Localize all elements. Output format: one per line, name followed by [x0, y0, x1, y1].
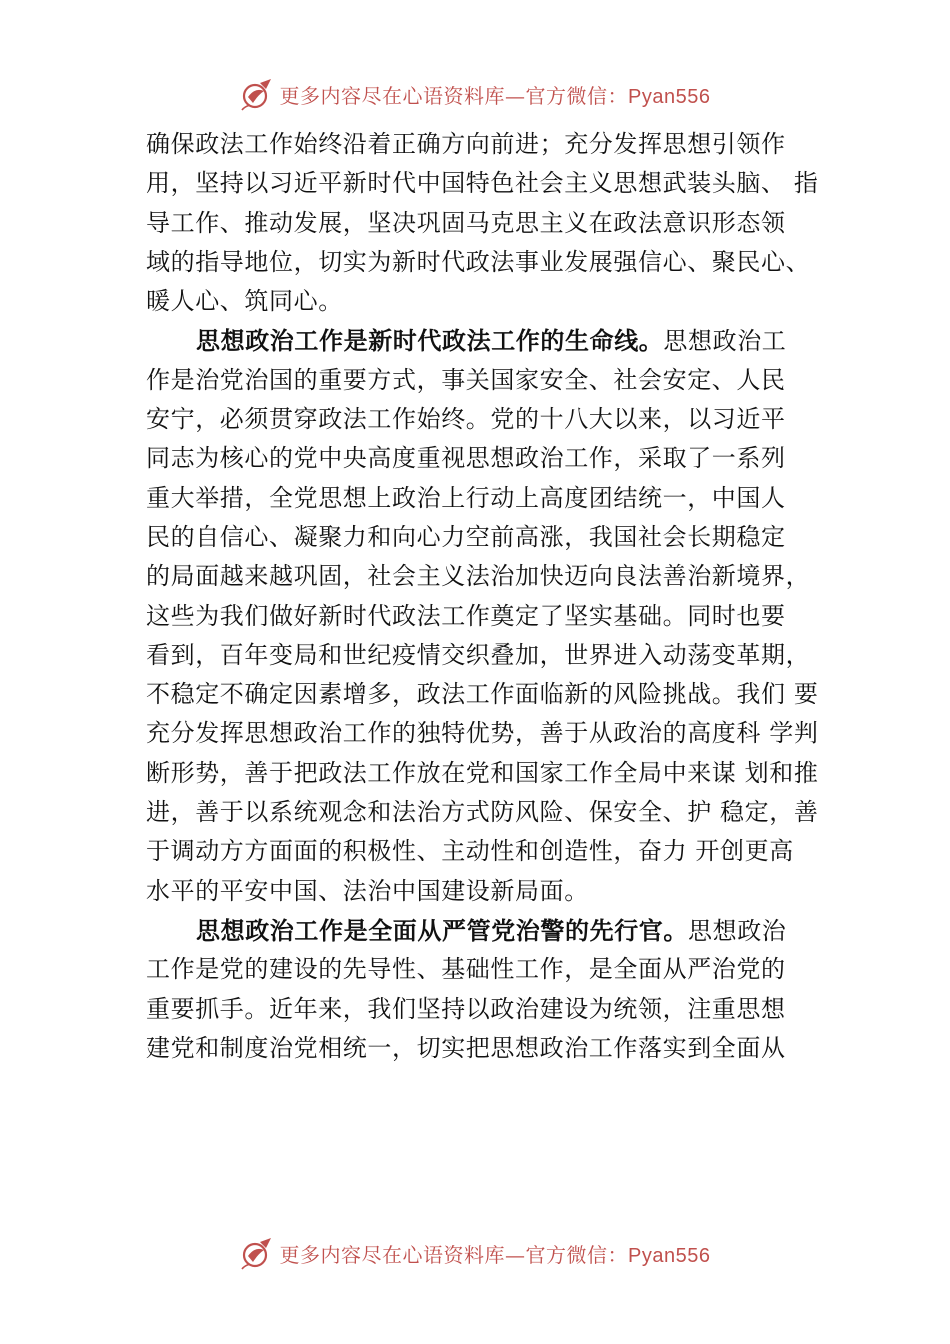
- text-line: 不稳定不确定因素增多，政法工作面临新的风险挑战。我们 要: [146, 680, 819, 709]
- text-line: 的局面越来越巩固，社会主义法治加快迈向良法善治新境界，: [146, 562, 811, 591]
- header-banner-text: [280, 80, 711, 109]
- footer-banner: [0, 1233, 950, 1273]
- paragraph-heading: 思想政治工作是新时代政法工作的生命线。: [196, 326, 664, 356]
- text-line: 同志为核心的党中央高度重视思想政治工作，采取了一系列: [146, 444, 786, 473]
- text-line: 看到，百年变局和世纪疫情交织叠加，世界进入动荡变革期，: [146, 640, 811, 669]
- paragraph-2: [146, 321, 836, 910]
- text-line: 导工作、推动发展，坚决巩固马克思主义在政法意识形态领: [146, 208, 786, 237]
- text-line: 确保政法工作始终沿着正确方向前进；充分发挥思想引领作: [146, 130, 786, 158]
- header-wechat-account: Pyan556: [628, 85, 711, 108]
- text-line: 民的自信心、凝聚力和向心力空前高涨，我国社会长期稳定: [146, 522, 786, 551]
- paragraph-first-line: [146, 321, 836, 360]
- text-line: 工作是党的建设的先导性、基础性工作，是全面从严治党的: [146, 955, 786, 984]
- text-fragment: 思想政治工: [663, 327, 787, 356]
- text-fragment: 思想政治: [688, 916, 787, 945]
- text-line: 安宁，必须贯穿政法工作始终。党的十八大以来，以习近平: [146, 405, 786, 434]
- text-line: 充分发挥思想政治工作的独特优势，善于从政治的高度科 学判: [146, 719, 819, 748]
- paragraph-1: [146, 125, 836, 321]
- text-line: 作是治党治国的重要方式，事关国家安全、社会安定、人民: [146, 365, 786, 394]
- footer-banner-text: [280, 1239, 711, 1268]
- text-line: 用，坚持以习近平新时代中国特色社会主义思想武装头脑、 指: [146, 169, 819, 198]
- document-body: [146, 125, 836, 1068]
- text-line: 域的指导地位，切实为新时代政法事业发展强信心、聚民心、: [146, 247, 811, 276]
- footer-wechat-account: Pyan556: [628, 1244, 711, 1267]
- pen-logo-icon: [240, 1236, 274, 1270]
- text-line: 建党和制度治党相统一，切实把思想政治工作落实到全面从: [146, 1033, 786, 1062]
- text-line: 重大举措，全党思想上政治上行动上高度团结统一，中国人: [146, 483, 786, 512]
- pen-logo-icon: [240, 77, 274, 111]
- text-line: 进，善于以系统观念和法治方式防风险、保安全、护 稳定，善: [146, 798, 819, 827]
- text-line: 断形势，善于把政法工作放在党和国家工作全局中来谋 划和推: [146, 758, 819, 787]
- paragraph-heading: 思想政治工作是全面从严管党治警的先行官。: [196, 915, 688, 945]
- text-line: 于调动方方面面的积极性、主动性和创造性，奋力 开创更高: [146, 837, 794, 866]
- paragraph-3: [146, 911, 836, 1068]
- text-line: 水平的平安中国、法治中国建设新局面。: [146, 876, 589, 905]
- footer-banner-label: 更多内容尽在心语资料库—官方微信：: [279, 1242, 629, 1267]
- text-line: 暖人心、筑同心。: [146, 287, 343, 316]
- text-line: 重要抓手。近年来，我们坚持以政治建设为统领，注重思想: [146, 994, 786, 1023]
- text-line: 这些为我们做好新时代政法工作奠定了坚实基础。同时也要: [146, 601, 786, 630]
- header-banner: [0, 74, 950, 114]
- header-banner-label: 更多内容尽在心语资料库—官方微信：: [279, 83, 629, 108]
- paragraph-first-line: [146, 911, 836, 950]
